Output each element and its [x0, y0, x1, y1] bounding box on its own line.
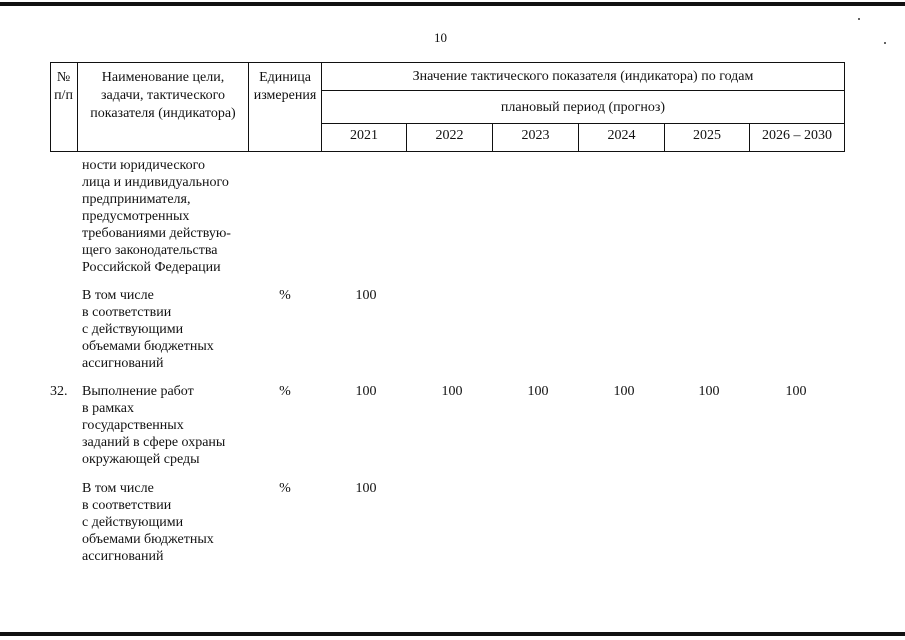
bottom-rule [0, 632, 905, 636]
row-name: Выполнение работ в рамках государственных заданий в сфере охраны окружающей среды [82, 384, 226, 467]
row-name: ности юридического лица и индивидуального предпринимателя, предусмотренных требованиями действую- щего законодательства Российской Федерации [82, 158, 231, 275]
top-rule [0, 2, 905, 6]
header-year: 2025 [693, 128, 721, 143]
header-values-title: Значение тактического показателя (индикатора) по годам [412, 69, 754, 84]
row-name: В том числе в соответствии с действующими объемами бюджетных ассигнований [82, 481, 214, 564]
row-value: 100 [698, 384, 720, 399]
row-unit: % [279, 384, 291, 399]
table-header [50, 62, 845, 152]
row-name: В том числе в соответствии с действующими объемами бюджетных ассигнований [82, 288, 214, 371]
row-unit: % [279, 481, 291, 496]
header-unit: Единица измерения [253, 70, 317, 103]
header-no: № п/п [54, 70, 73, 103]
row-value: 100 [785, 384, 807, 399]
scan-speck [858, 18, 860, 20]
row-number: 32. [50, 384, 68, 399]
header-name: Наименование цели, задачи, тактического показателя (индикатора) [90, 70, 236, 121]
row-value: 100 [355, 288, 377, 303]
row-value: 100 [527, 384, 549, 399]
row-value: 100 [613, 384, 635, 399]
header-year: 2021 [350, 128, 378, 143]
row-value: 100 [355, 384, 377, 399]
header-year: 2026 – 2030 [762, 128, 832, 143]
row-value: 100 [355, 481, 377, 496]
header-year: 2024 [607, 128, 636, 143]
row-value: 100 [441, 384, 463, 399]
scan-speck [884, 42, 886, 44]
header-year: 2023 [521, 128, 550, 143]
header-year: 2022 [435, 128, 464, 143]
header-period: плановый период (прогноз) [500, 100, 666, 115]
page-number: 10 [434, 30, 447, 45]
row-unit: % [279, 288, 291, 303]
